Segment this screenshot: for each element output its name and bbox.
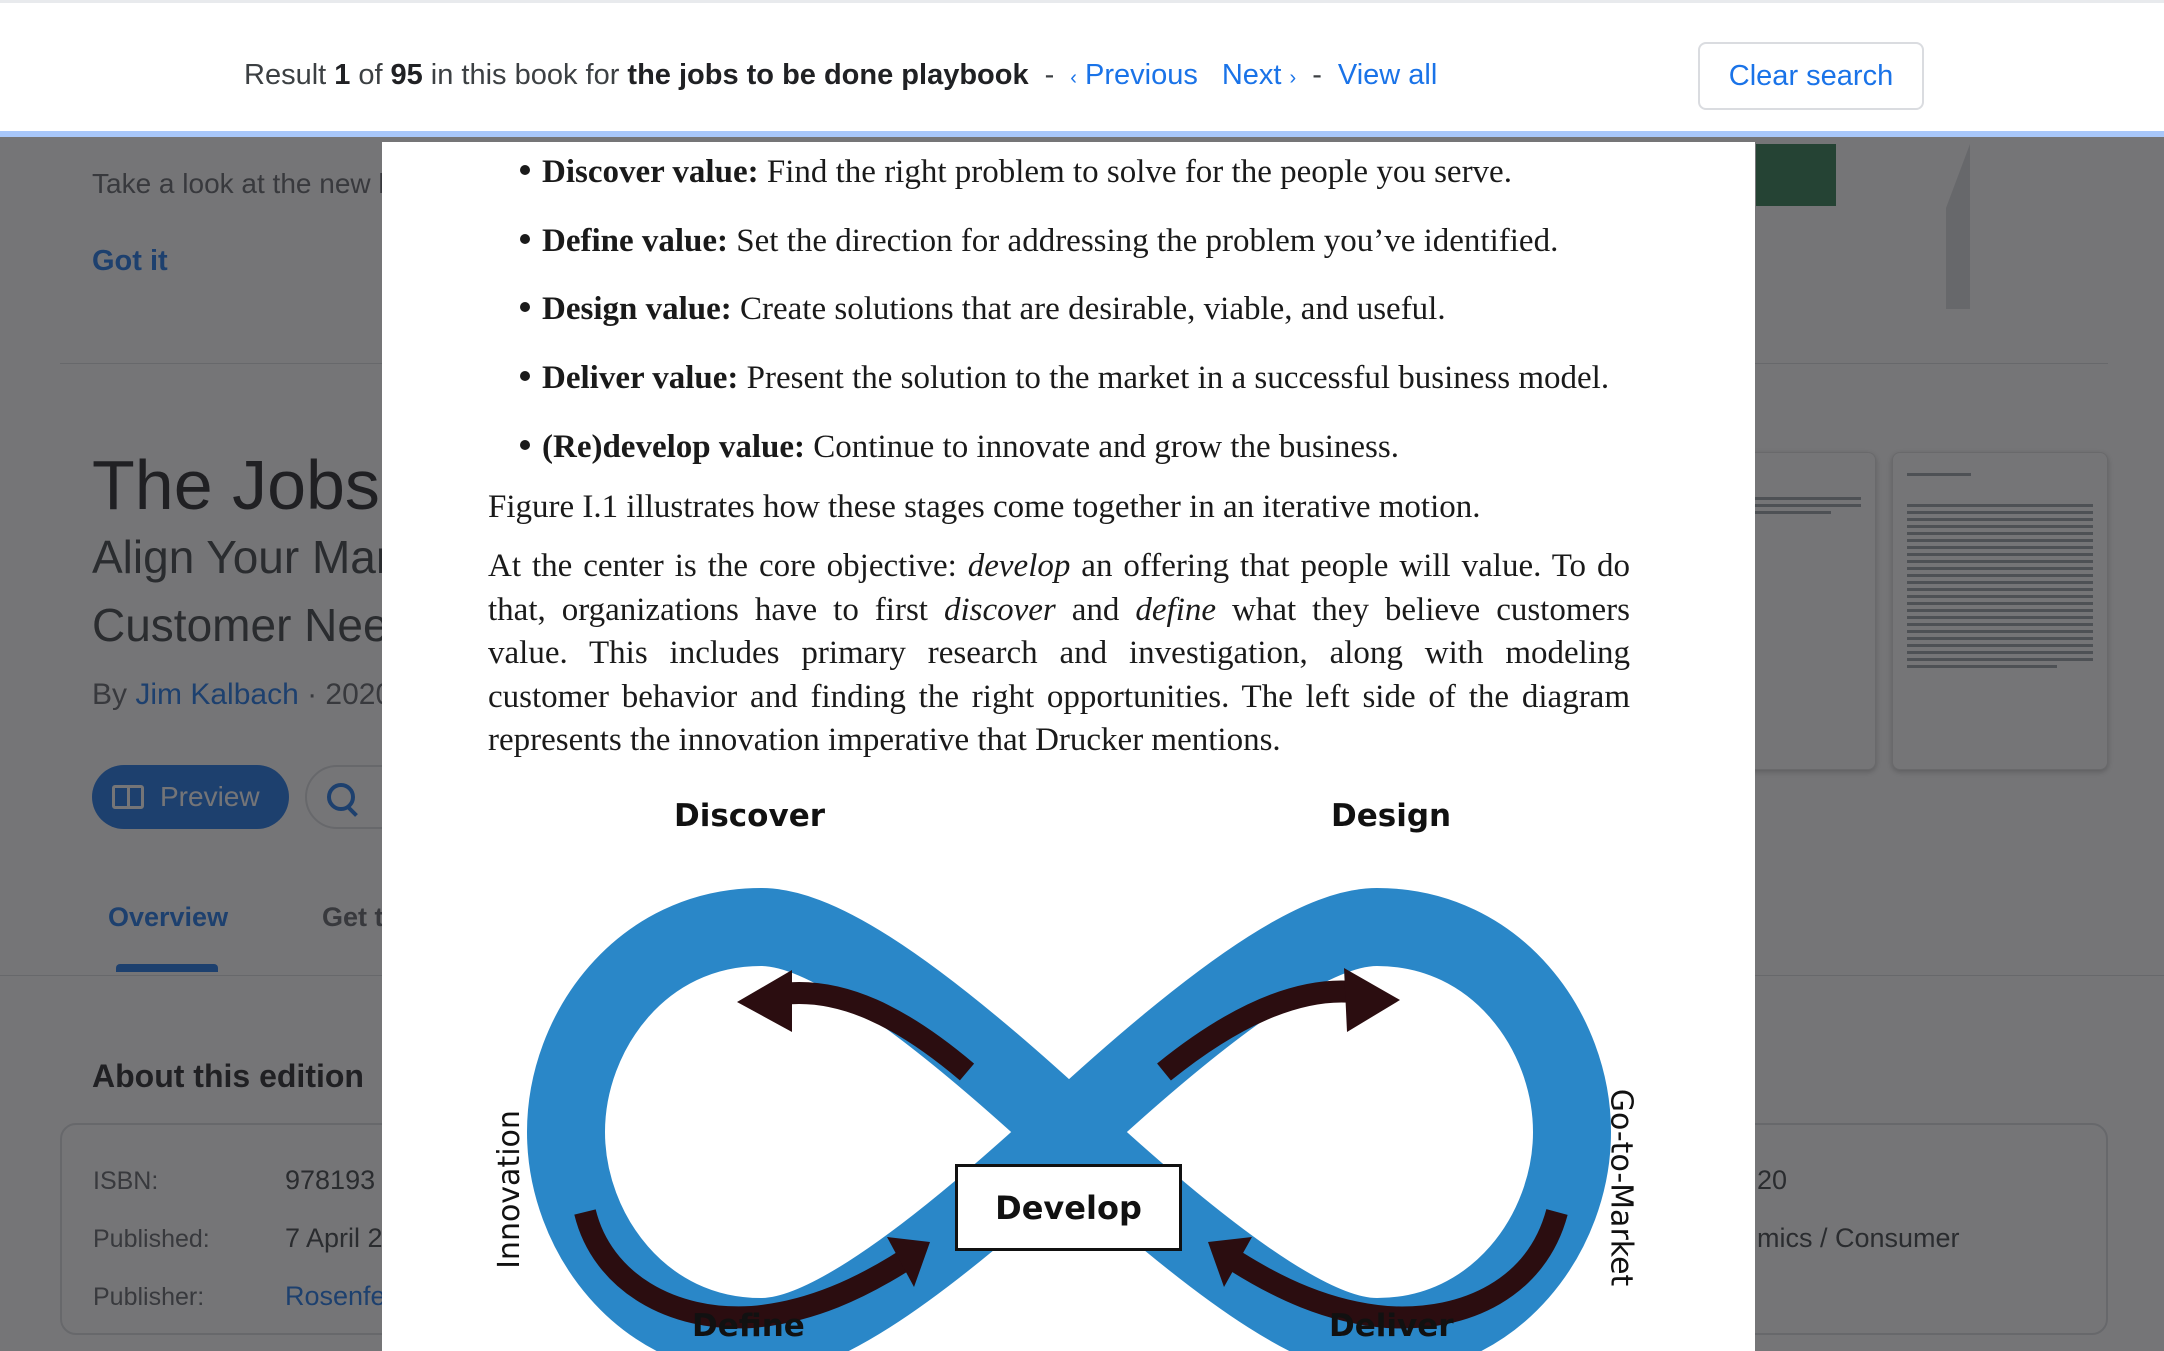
bullet-icon: [520, 302, 530, 312]
para-emphasis: discover: [943, 591, 1056, 628]
bullet-item: [520, 291, 1446, 328]
diagram-center-develop: Develop: [955, 1164, 1182, 1251]
previous-label: Previous: [1085, 59, 1198, 91]
diagram-side-label-innovation: Innovation: [491, 1110, 527, 1269]
separator: -: [1044, 59, 1055, 91]
view-all-link[interactable]: View all: [1337, 59, 1438, 91]
para-emphasis: define: [1135, 591, 1217, 628]
chevron-right-icon: ›: [1289, 67, 1297, 89]
bullet-item: [520, 429, 1399, 466]
bullet-item: [520, 223, 1558, 260]
search-results-bar: [0, 0, 2164, 131]
bullet-term: (Re)develop value:: [542, 429, 806, 465]
diagram-label-design: Design: [1331, 798, 1452, 834]
diagram-side-label-go-to-market: Go-to-Market: [1603, 1088, 1639, 1287]
result-middle-text: in this book for: [430, 59, 620, 91]
bullet-item: [520, 360, 1609, 397]
diagram-label-discover: Discover: [674, 798, 826, 834]
bullet-term: Deliver value:: [542, 360, 739, 396]
bullet-icon: [520, 234, 530, 244]
para-emphasis: develop: [967, 548, 1071, 584]
value-loop-diagram: [382, 782, 1755, 1351]
para-text: At the center is the core objective:: [488, 548, 968, 584]
para-text: what they believe customers value. This includes primary research and investigation, along with modeling customer behavior and finding the right opportunities. The left side of the diagram represents the innovation imperative that Drucker mentions.: [488, 591, 1630, 758]
infinity-loop-graphic: [382, 782, 1755, 1351]
bullet-term: Discover value:: [542, 154, 759, 190]
result-index: 1: [334, 59, 351, 91]
search-query: the jobs to be done playbook: [627, 59, 1029, 91]
para-text: an offering that people will value. To do that, organizations have to first: [488, 548, 1630, 628]
figure-reference-text: Figure I.1 illustrates how these stages come together in an iterative motion.: [488, 489, 1481, 525]
search-bar-accent-line: [0, 131, 2164, 137]
result-prefix: Result: [244, 59, 327, 91]
chevron-left-icon: ‹: [1070, 67, 1077, 89]
book-page-viewer[interactable]: [382, 142, 1755, 1351]
bullet-icon: [520, 440, 530, 450]
bullet-text: Continue to innovate and grow the business.: [813, 429, 1399, 465]
para-text: and: [1055, 591, 1136, 628]
bullet-text: Find the right problem to solve for the people you serve.: [766, 154, 1512, 190]
arrowhead-discover: [737, 970, 792, 1032]
bullet-item: [520, 154, 1512, 191]
arrowhead-design: [1344, 968, 1400, 1032]
infinity-loop: [566, 927, 1572, 1337]
diagram-label-define: Define: [692, 1308, 805, 1344]
bullet-term: Design value:: [542, 291, 732, 327]
bullet-icon: [520, 165, 530, 175]
body-paragraph: [488, 545, 1630, 763]
clear-search-button[interactable]: Clear search: [1698, 42, 1924, 110]
next-result-link[interactable]: [1222, 59, 1296, 92]
next-label: Next: [1221, 59, 1282, 91]
search-result-summary: [244, 59, 1437, 92]
result-total: 95: [390, 59, 423, 91]
bullet-icon: [520, 371, 530, 381]
diagram-label-deliver: Deliver: [1329, 1308, 1454, 1344]
bullet-term: Define value:: [542, 223, 729, 259]
of-word: of: [358, 59, 383, 91]
separator: -: [1312, 59, 1322, 91]
bullet-text: Set the direction for addressing the problem you’ve identified.: [736, 223, 1559, 259]
previous-result-link[interactable]: [1070, 59, 1198, 92]
bullet-text: Present the solution to the market in a successful business model.: [746, 360, 1610, 396]
bullet-text: Create solutions that are desirable, viable, and useful.: [740, 291, 1446, 327]
